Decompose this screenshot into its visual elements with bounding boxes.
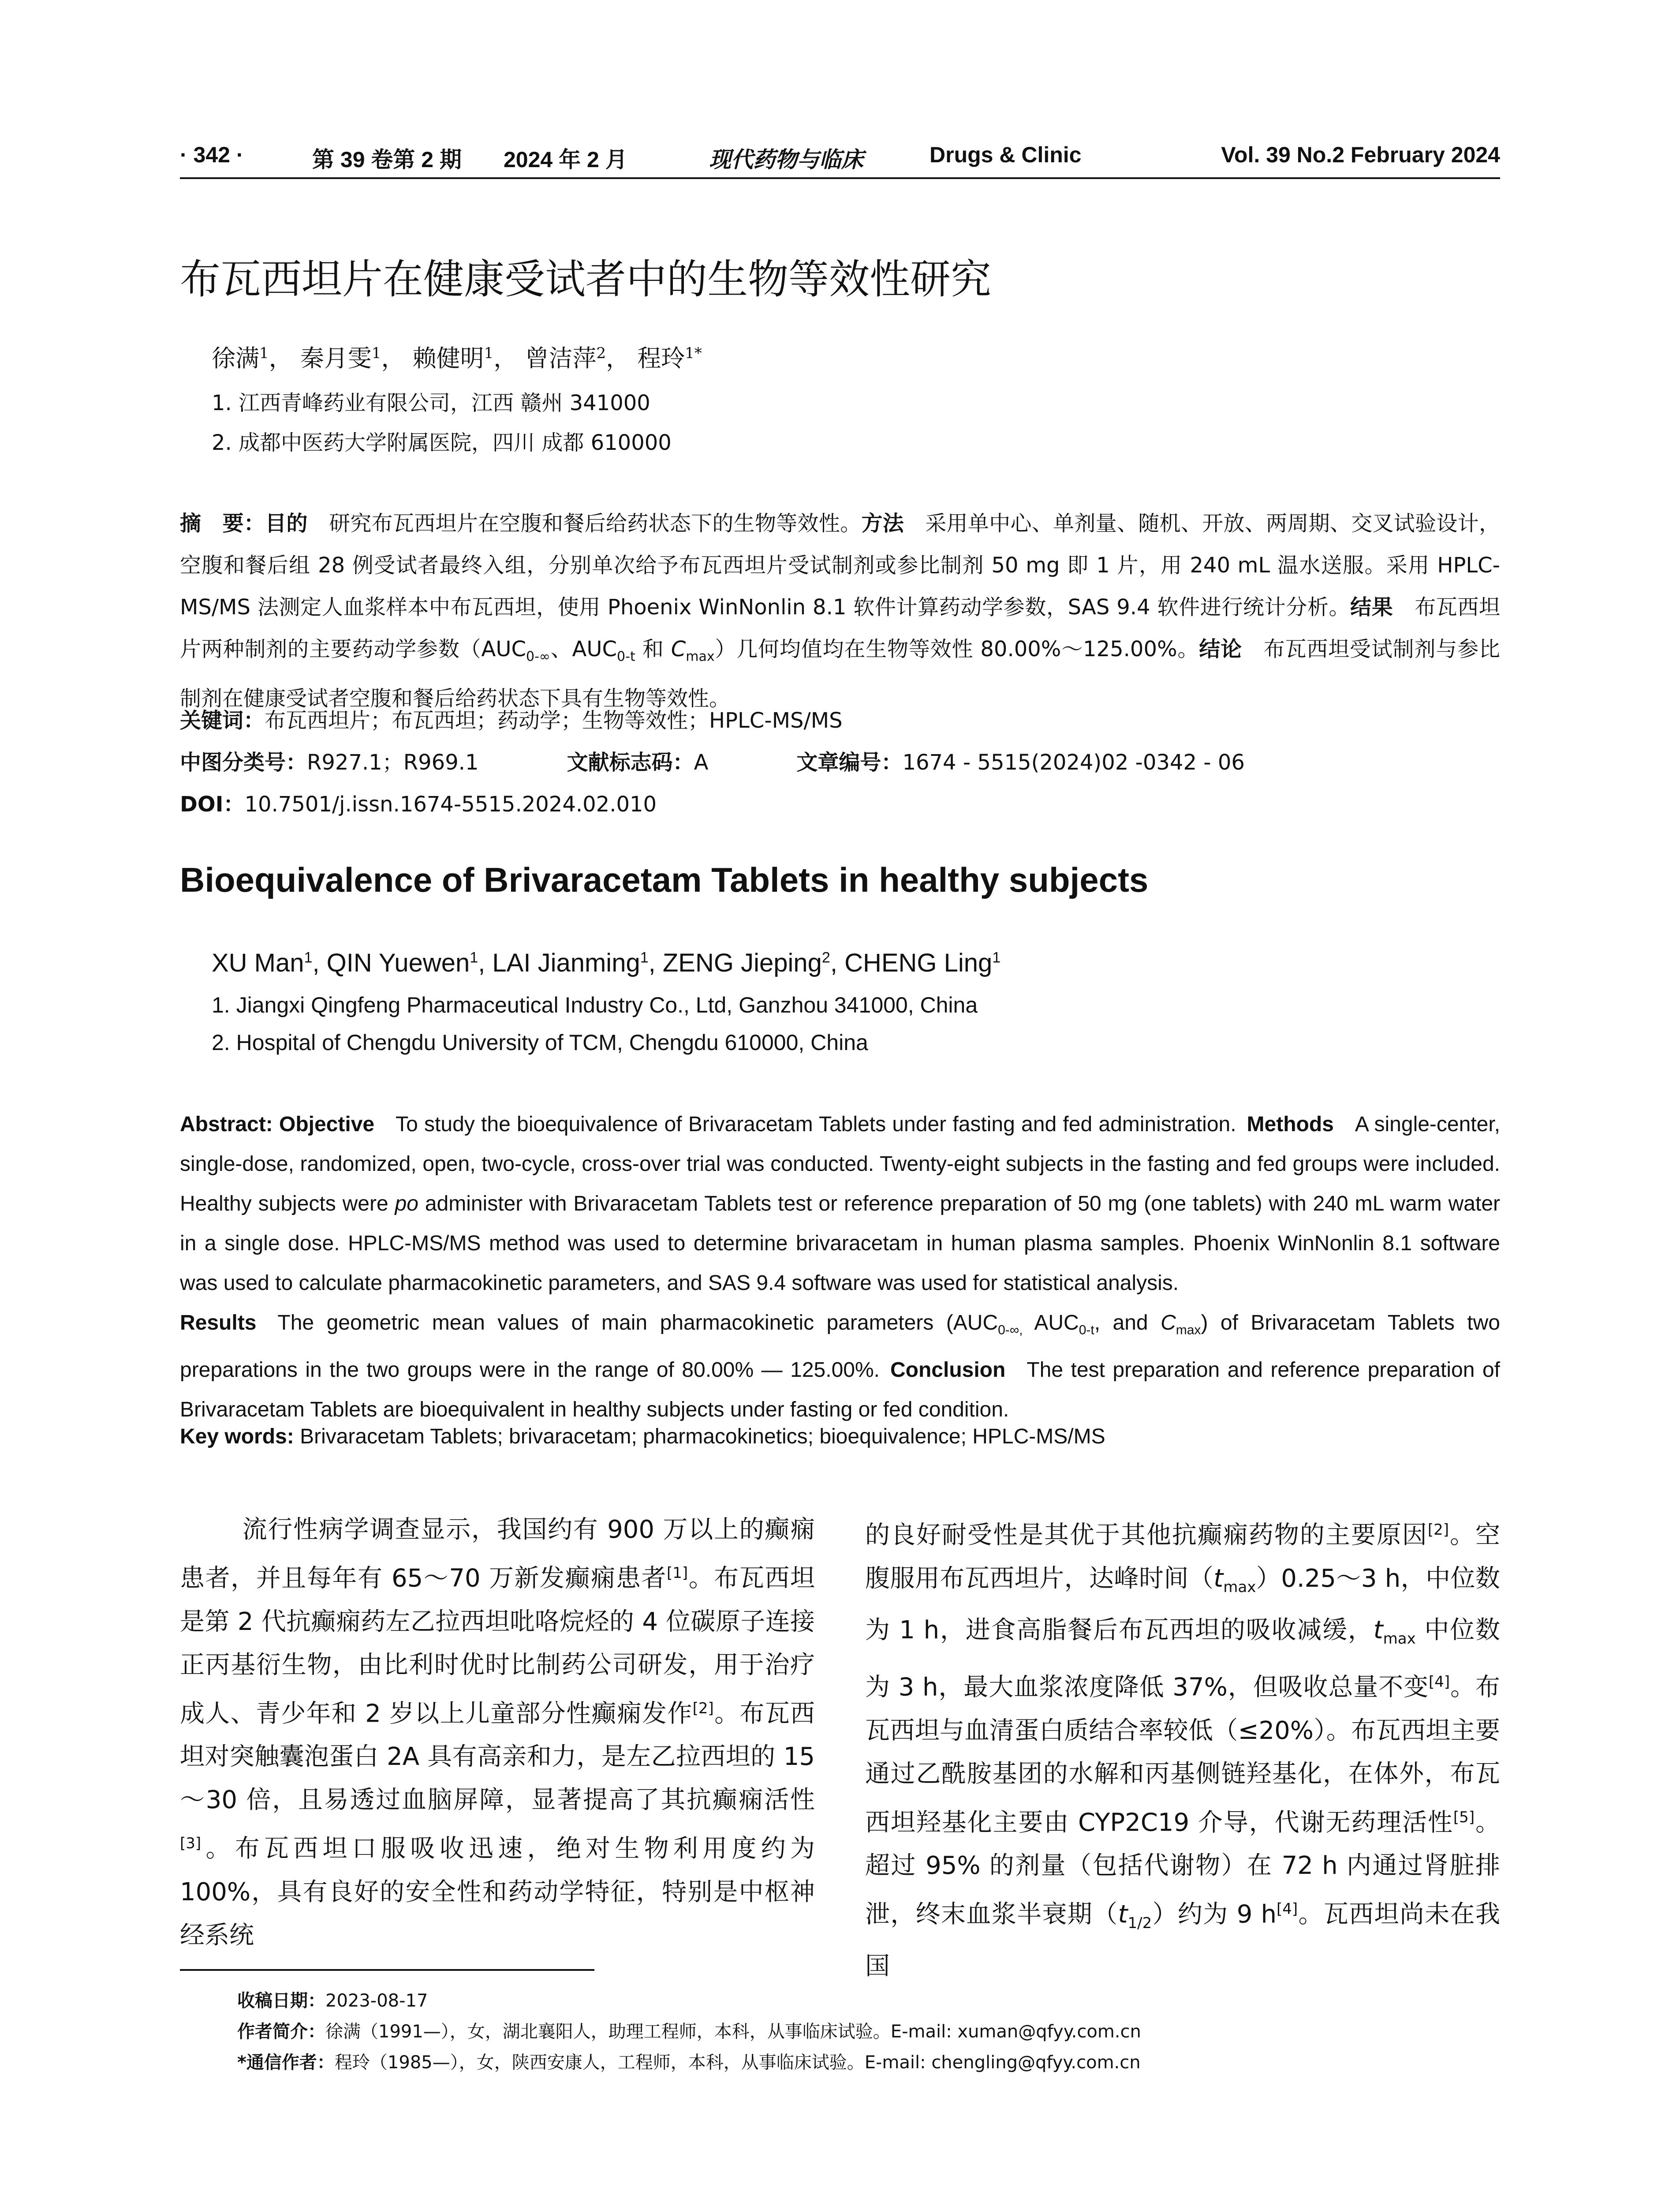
body-text: 。瓦西坦尚未在我国: [865, 1900, 1501, 1981]
author-affiliation-mark: 1: [259, 344, 269, 362]
author-name: 秦月雯: [300, 344, 372, 372]
body-text: 。空腹服用布瓦西坦片，达峰时间（: [865, 1521, 1501, 1593]
author-list-cn: 徐满$^1$， 秦月雯$^1$， 赖健明$^1$， 曾洁萍$^2$， 程玲$^{1*}$: [212, 344, 702, 372]
results-text: The geometric mean values of main pharmacokinetic parameters (AUC: [277, 1311, 998, 1334]
body-text: 流行性病学调查显示，我国约有 900 万以上的癫痫患者，并且每年有 65～70 万新发癫痫患者: [180, 1515, 815, 1593]
doi-label: DOI：: [180, 792, 245, 817]
citation[interactable]: [3]: [180, 1835, 202, 1853]
author-affiliation-mark: 1: [304, 949, 313, 966]
results-label: Results: [180, 1311, 257, 1334]
classification-line: [180, 745, 1245, 776]
subscript: 0-∞,: [998, 1323, 1023, 1338]
body-text: 。布瓦西坦口服吸收迅速，绝对生物利用度约为 100%，具有良好的安全性和药动学特征，特别是中枢神经系统: [180, 1834, 815, 1950]
footnote-author: [237, 2018, 1141, 2043]
citation[interactable]: [2]: [1427, 1521, 1449, 1539]
volume-en: Vol. 39 No.2 February 2024: [1221, 142, 1500, 167]
author-affiliation-mark: 2: [596, 344, 606, 362]
body-text: 的良好耐受性是其优于其他抗癫痫药物的主要原因: [865, 1521, 1428, 1550]
footnote-text: 2023-08-17: [325, 1991, 428, 2011]
author-name: 曾洁萍: [525, 344, 597, 372]
subscript: max: [1383, 1630, 1416, 1648]
methods-label: Methods: [1247, 1113, 1334, 1136]
subscript: max: [1223, 1578, 1256, 1596]
citation[interactable]: [1]: [666, 1564, 688, 1582]
author-name: CHENG Ling: [844, 949, 993, 977]
citation[interactable]: [5]: [1453, 1808, 1475, 1826]
po-term: po: [395, 1192, 418, 1215]
keywords-label: Key words:: [180, 1425, 300, 1448]
footnote-label: 作者简介：: [237, 2022, 325, 2042]
results-text: AUC: [1023, 1311, 1079, 1334]
tmax-symbol: t: [1373, 1615, 1383, 1644]
author-name: QIN Yuewen: [326, 949, 470, 977]
author-name: LAI Jianming: [492, 949, 640, 977]
body-column-left: [180, 1508, 815, 1957]
author-affiliation-mark: 1: [484, 344, 494, 362]
author-name: 程玲: [637, 344, 685, 372]
affiliation-cn-2: 2. 成都中医药大学附属医院，四川 成都 610000: [212, 430, 672, 455]
abstract-label: Abstract:: [180, 1113, 279, 1136]
tmax-symbol: t: [1213, 1564, 1224, 1593]
body-text: ）0.25～3 h，中位数为 1 h，进食高脂餐后布瓦西坦的吸收减缓，: [865, 1564, 1501, 1644]
subscript: 0-t: [617, 649, 635, 665]
abstract-label: 摘 要：: [180, 511, 265, 536]
results-label: 结果: [1350, 595, 1393, 620]
doi-line: [180, 787, 657, 818]
objective-label: Objective: [279, 1113, 375, 1136]
footnote-rule: [180, 1969, 594, 1971]
keywords-text: Brivaracetam Tablets; brivaracetam; pharmacokinetics; bioequivalence; HPLC-MS/MS: [300, 1425, 1105, 1448]
affiliation-en-2: 2. Hospital of Chengdu University of TCM, Chengdu 610000, China: [212, 1030, 868, 1055]
conclusion-text: 布瓦西坦受试制剂与参比制剂在健康受试者空腹和餐后给药状态下具有生物等效性。: [180, 637, 1500, 711]
methods-text: 采用单中心、单剂量、随机、开放、两周期、交叉试验设计，空腹和餐后组 28 例受试者最终入组，分别单次给予布瓦西坦片受试制剂或参比制剂 50 mg 即 1 片，用 240 mL 温水送服。采用 HPLC-MS/MS 法测定人血浆样本中布瓦西坦，使用 Phoenix WinNonlin 8.1 软件计算药动学参数，SAS 9.4 软件进行统计分析。: [180, 511, 1500, 620]
methods-label: 方法: [861, 511, 904, 536]
date-cn: 2024 年 2 月: [504, 147, 627, 172]
author-affiliation-mark: 1: [470, 949, 478, 966]
results-text: 布瓦西坦片两种制剂的主要药动学参数（AUC: [180, 595, 1500, 662]
author-name: ZENG Jieping: [662, 949, 822, 977]
affiliation-en-1: 1. Jiangxi Qingfeng Pharmaceutical Industry Co., Ltd, Ganzhou 341000, China: [212, 993, 978, 1017]
methods-text: administer with Brivaracetam Tablets test or reference preparation of 50 mg (one tablets) with 240 mL warm water in a single dose. HPLC-MS/MS method was used to determine brivaracetam in human plasma samples. Phoenix WinNonlin 8.1 software was used to calculate pharmacokinetic parameters, and SAS 9.4 software was used for statistical analysis.: [180, 1192, 1500, 1295]
results-text: 和: [635, 637, 671, 662]
page-number: · 342 ·: [180, 142, 244, 167]
conclusion-label: 结论: [1199, 637, 1242, 662]
results-text: , and: [1094, 1311, 1161, 1334]
methods-text: A single-center, single-dose, randomized, open, two-cycle, cross-over trial was conducted. Twenty-eight subjects in the fasting and fed groups were included. Healthy subjects were: [180, 1113, 1501, 1215]
subscript: max: [1176, 1323, 1201, 1338]
conclusion-text: The test preparation and reference preparation of Brivaracetam Tablets are bioequivalent in healthy subjects under fasting or fed condition.: [180, 1358, 1500, 1421]
abstract-cn: [180, 503, 1500, 720]
clc-label: 中图分类号：: [180, 750, 307, 775]
running-header: [180, 142, 1500, 177]
author-list-en: XU Man$^1$, QIN Yuewen$^1$, LAI Jianming$^1$, ZENG Jieping$^2$, CHENG Ling$^1$: [212, 949, 1001, 977]
keywords-cn: [180, 703, 843, 734]
citation[interactable]: [4]: [1277, 1900, 1298, 1918]
footnote-corresponding: [237, 2048, 1141, 2074]
citation[interactable]: [2]: [692, 1699, 714, 1717]
article-id-value: 1674 - 5515(2024)02 -0342 - 06: [902, 750, 1245, 775]
author-affiliation-mark: 2: [821, 949, 830, 966]
page-title-en: Bioequivalence of Brivaracetam Tablets in healthy subjects: [180, 860, 1149, 899]
footnote-label: 收稿日期：: [237, 1991, 325, 2011]
volume-cn: 第 39 卷第 2 期: [312, 147, 462, 172]
body-text: 。布瓦西坦对突触囊泡蛋白 2A 具有高亲和力，是左乙拉西坦的 15～30 倍，且易透过血脑屏障，显著提高了其抗癫痫活性: [180, 1699, 815, 1815]
conclusion-label: Conclusion: [890, 1358, 1006, 1382]
journal-name-en: Drugs & Clinic: [930, 142, 1082, 167]
objective-label: 目的: [265, 511, 308, 536]
keywords-en: [180, 1424, 1105, 1449]
doi-value[interactable]: 10.7501/j.issn.1674-5515.2024.02.010: [244, 792, 657, 817]
footnote-label: *通信作者：: [237, 2052, 335, 2073]
clc-value: R927.1；R969.1: [307, 750, 479, 775]
affiliation-cn-1: 1. 江西青峰药业有限公司，江西 赣州 341000: [212, 391, 650, 415]
half-life-symbol: t: [1118, 1900, 1128, 1929]
body-column-right: [865, 1508, 1500, 1988]
body-text: 。布瓦西坦是第 2 代抗癫痫药左乙拉西坦吡咯烷烃的 4 位碳原子连接正丙基衍生物，由比利时优时比制药公司研发，用于治疗成人、青少年和 2 岁以上儿童部分性癫痫发作: [180, 1564, 815, 1728]
results-text: 、AUC: [550, 637, 617, 662]
body-text: 。超过 95% 的剂量（包括代谢物）在 72 h 内通过肾脏排泄，终末血浆半衰期（: [865, 1808, 1501, 1929]
subscript: 0-∞: [526, 649, 550, 665]
header-rule: [180, 177, 1500, 179]
body-text: ）约为 9 h: [1152, 1900, 1277, 1929]
body-text: 中位数为 3 h，最大血浆浓度降低 37%，但吸收总量不变: [865, 1615, 1500, 1702]
cmax-symbol: C: [671, 637, 686, 662]
cmax-symbol: C: [1161, 1311, 1176, 1334]
journal-name-cn: 现代药物与临床: [709, 146, 863, 172]
keywords-text: 布瓦西坦片；布瓦西坦；药动学；生物等效性；HPLC-MS/MS: [265, 708, 843, 733]
author-affiliation-mark: 1: [992, 949, 1001, 966]
objective-text: To study the bioequivalence of Brivaracetam Tablets under fasting and fed administration.: [396, 1113, 1236, 1136]
author-name: 徐满: [212, 344, 259, 372]
footnote-received: [237, 1987, 428, 2012]
article-id-label: 文章编号：: [796, 750, 903, 775]
body-text: 。布瓦西坦与血清蛋白质结合率较低（≤20%）。布瓦西坦主要通过乙酰胺基团的水解和丙基侧链羟基化，在体外，布瓦西坦羟基化主要由 CYP2C19 介导，代谢无药理活性: [865, 1673, 1500, 1837]
footnote-text: 徐满（1991—），女，湖北襄阳人，助理工程师，本科，从事临床试验。E-mail: xuman@qfyy.com.cn: [325, 2022, 1141, 2042]
subscript: 1/2: [1127, 1914, 1152, 1932]
author-affiliation-mark: 1: [640, 949, 649, 966]
page-title-cn: 布瓦西坦片在健康受试者中的生物等效性研究: [180, 256, 992, 303]
subscript: max: [686, 649, 715, 665]
subscript: 0-t: [1079, 1323, 1094, 1338]
author-name: 赖健明: [412, 344, 484, 372]
citation[interactable]: [4]: [1429, 1673, 1450, 1691]
footnote-text: 程玲（1985—），女，陕西安康人，工程师，本科，从事临床试验。E-mail: chengling@qfyy.com.cn: [334, 2052, 1141, 2073]
results-text: ）几何均值均在生物等效性 80.00%～125.00%。: [714, 637, 1199, 662]
abstract-en: [180, 1105, 1500, 1430]
author-name: XU Man: [212, 949, 304, 977]
keywords-label: 关键词：: [180, 708, 265, 733]
objective-text: 研究布瓦西坦片在空腹和餐后给药状态下的生物等效性。: [329, 511, 862, 536]
doc-code-label: 文献标志码：: [567, 750, 694, 775]
doc-code-value: A: [694, 750, 709, 775]
author-affiliation-mark: 1*: [685, 344, 702, 362]
results-text: ) of Brivaracetam Tablets two preparations in the two groups were in the range of 80.00% — 125.00%.: [180, 1311, 1501, 1382]
author-affiliation-mark: 1: [371, 344, 381, 362]
